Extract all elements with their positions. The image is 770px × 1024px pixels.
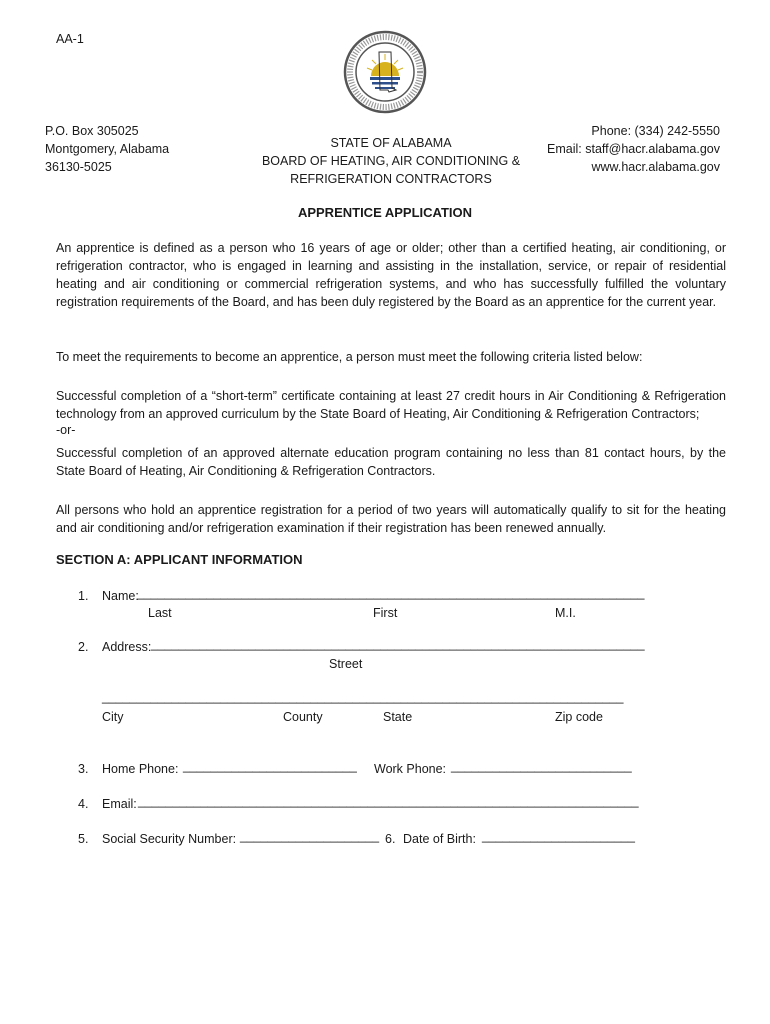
mailing-address — [45, 122, 169, 176]
home-phone-label: Home Phone: — [102, 762, 179, 776]
criteria-option-1: Successful completion of a “short-term” certificate containing at least 27 credit hours in Air Conditioning & Refrigeration technology from an approved curriculum by the State Board of Heating, Air Conditioning & Refrigeration Contractors; — [56, 389, 726, 421]
phone-text: Phone: (334) 242-5550 — [591, 124, 720, 138]
item-number: 6. — [385, 832, 396, 846]
state-board-seal — [343, 30, 427, 114]
criteria-option-2: Successful completion of an approved alternate education program containing no less than 81 contact hours, by the State Board of Heating, Air Conditioning & Refrigeration Contractors. — [56, 446, 726, 478]
item-number: 2. — [78, 640, 89, 654]
agency-heading — [260, 134, 522, 188]
zip-caption: Zip code — [555, 710, 603, 724]
first-name-caption: First — [373, 606, 398, 620]
dob-label: Date of Birth: — [403, 832, 476, 846]
email-field[interactable]: ________________________________________________________________________ — [138, 794, 639, 808]
item-number: 3. — [78, 762, 89, 776]
middle-initial-caption: M.I. — [555, 606, 576, 620]
name-field[interactable]: _________________________________________________________________________ — [137, 586, 645, 600]
renewal-note: All persons who hold an apprentice registration for a period of two years will automatically qualify to sit for the heating and air conditioning and/or refrigeration examination if their registration has been renewed annually. — [56, 503, 726, 535]
ssn-label: Social Security Number: — [102, 832, 237, 846]
address-line: 36130-5025 — [45, 160, 112, 174]
address-line: Montgomery, Alabama — [45, 142, 170, 156]
water-icon — [370, 77, 400, 80]
last-name-caption: Last — [148, 606, 172, 620]
address-line: P.O. Box 305025 — [45, 124, 139, 138]
city-caption: City — [102, 710, 124, 724]
item-number: 4. — [78, 797, 89, 811]
item-number: 1. — [78, 589, 89, 603]
or-separator: -or- — [56, 423, 76, 437]
work-phone-label: Work Phone: — [374, 762, 447, 776]
page-title: APPRENTICE APPLICATION — [297, 205, 473, 220]
address-label: Address: — [102, 640, 152, 654]
name-label: Name: — [102, 589, 139, 603]
contact-info — [547, 122, 720, 176]
agency-line: REFRIGERATION CONTRACTORS — [290, 172, 492, 186]
section-a-heading: SECTION A: APPLICANT INFORMATION — [56, 552, 303, 567]
definition-paragraph: An apprentice is defined as a person who 16 years of age or older; other than a certified heating, air conditioning, or refrigeration contractor, who is engaged in learning and assisting in the installation, service, or repair of residential heating and air conditioning or commercial refrigeration systems, and who has successfully fulfilled the voluntary registration requirements of the Board, and has been duly registered by the Board as an apprentice for the current year. — [56, 241, 726, 309]
agency-line: STATE OF ALABAMA — [330, 136, 452, 150]
city-state-zip-field[interactable]: ___________________________________________________________________________ — [102, 690, 624, 704]
county-caption: County — [283, 710, 323, 724]
form-id: AA-1 — [56, 32, 84, 46]
item-number: 5. — [78, 832, 89, 846]
email-text: Email: staff@hacr.alabama.gov — [547, 142, 720, 156]
agency-line: BOARD OF HEATING, AIR CONDITIONING & — [261, 154, 521, 168]
street-field[interactable]: _______________________________________________________________________ — [151, 637, 645, 651]
street-caption: Street — [329, 657, 363, 671]
dob-field[interactable]: ______________________ — [482, 829, 635, 843]
website-text: www.hacr.alabama.gov — [591, 160, 720, 174]
requirements-intro: To meet the requirements to become an apprentice, a person must meet the following criteria listed below: — [56, 350, 643, 364]
ssn-field[interactable]: ____________________ — [240, 829, 380, 843]
home-phone-field[interactable]: _________________________ — [183, 759, 357, 773]
email-label: Email: — [102, 797, 137, 811]
state-caption: State — [383, 710, 413, 724]
work-phone-field[interactable]: __________________________ — [451, 759, 632, 773]
